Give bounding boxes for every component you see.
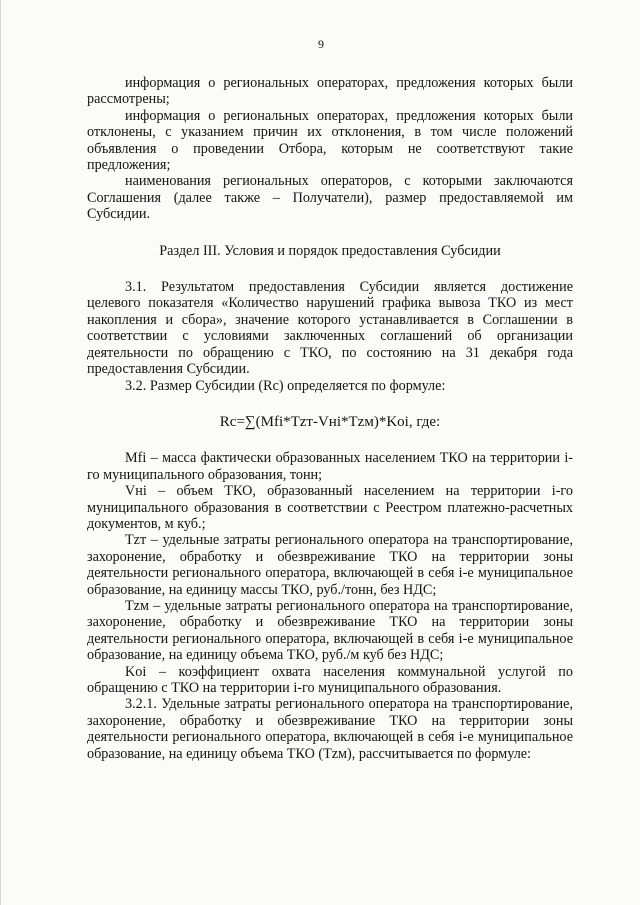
clause-3-2: 3.2. Размер Субсидии (Rc) определяется по формуле: <box>125 377 446 394</box>
list-item: информация о региональных операторах, предложения которых были рассмотрены; <box>87 75 573 108</box>
clause-3-1: 3.1. Результатом предоставления Субсидии является достижение целевого показателя «Количество нарушений графика вывоза ТКО из мест накопления и сбора», значение которого устанавливается в Соглашении в соответствии с условиями заключенных соглашений об организации деятельности по обращению с ТКО, по состоянию на 31 декабря года предоставления Субсидии. <box>87 279 573 378</box>
document-body <box>87 75 573 762</box>
definition-vni: Vнi – объем ТКО, образованный населением на территории i-го муниципального образования в соответствии с Реестром платежно-расчетных документов, м куб.; <box>87 483 573 532</box>
list-item: информация о региональных операторах, предложения которых были отклонены, с указанием причин их отклонения, в том числе положений объявления о проведении Отбора, которым не соответствуют такие предложения; <box>87 107 573 174</box>
page-number: 9 <box>318 37 324 51</box>
definition-tzt: Tzт – удельные затраты регионального оператора на транспортирование, захоронение, обработку и обезвреживание ТКО на территории зоны деятельности регионального оператора, включающей в себя i-е муниципальное образование, на единицу массы ТКО, руб./тонн, без НДС; <box>87 532 573 598</box>
definition-mfi: Mfi – масса фактически образованных населением ТКО на территории i-го муниципального образования, тонн; <box>87 450 573 483</box>
list-item: наименования региональных операторов, с которыми заключаются Соглашения (далее также – Получатели), размер предоставляемой им Субсидии. <box>87 173 573 223</box>
definition-tzm: Tzм – удельные затраты регионального оператора на транспортирование, захоронение, обработку и обезвреживание ТКО на территории зоны деятельности регионального оператора, включающей в себя i-е муниципальное образование, на единицу объема ТКО, руб./м куб без НДС; <box>87 597 573 664</box>
clause-3-2-1: 3.2.1. Удельные затраты регионального оператора на транспортирование, захоронение, обработку и обезвреживание ТКО на территории зоны деятельности регионального оператора, включающей в себя i-е муниципальное образование, на единицу объема ТКО (Tzм), рассчитывается по формуле: <box>87 696 573 762</box>
section-heading: Раздел III. Условия и порядок предоставления Субсидии <box>159 242 501 259</box>
subsidy-formula: Rc=∑(Mfi*Tzт-Vнi*Tzм)*Koi, где: <box>219 413 441 430</box>
definition-koi: Koi – коэффициент охвата населения коммунальной услугой по обращению с ТКО на территории i-го муниципального образования. <box>87 663 573 696</box>
